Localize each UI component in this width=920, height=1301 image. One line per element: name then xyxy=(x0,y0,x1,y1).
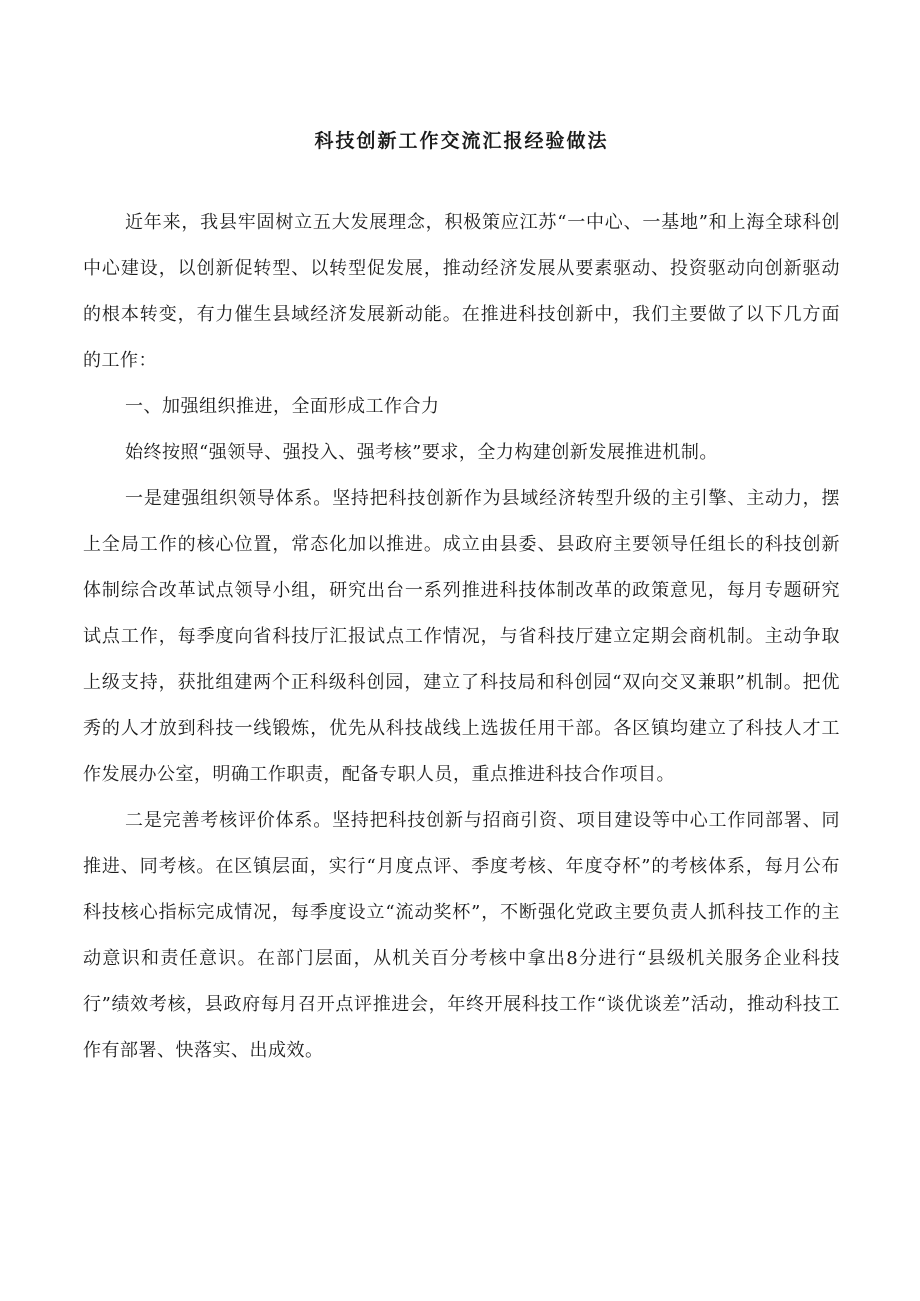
paragraph-evaluation-system: 二是完善考核评价体系。坚持把科技创新与招商引资、项目建设等中心工作同部署、同推进、同考核。在区镇层面，实行“月度点评、季度考核、年度夺杯”的考核体系，每月公布科技核心指标完成情况，每季度设立“流动奖杯”，不断强化党政主要负责人抓科技工作的主动意识和责任意识。在部门层面，从机关百分考核中拿出8分进行“县级机关服务企业科技行”绩效考核，县政府每月召开点评推进会，年终开展科技工作“谈优谈差”活动，推动科技工作有部署、快落实、出成效。 xyxy=(83,810,840,1061)
paragraph-intro: 近年来，我县牢固树立五大发展理念，积极策应江苏“一中心、一基地”和上海全球科创中心建设，以创新促转型、以转型促发展，推动经济发展从要素驱动、投资驱动向创新驱动的根本转变，有力催生县域经济发展新动能。在推进科技创新中，我们主要做了以下几方面的工作： xyxy=(83,212,840,371)
document-title: 科技创新工作交流汇报经验做法 xyxy=(314,130,609,152)
paragraph-organization-system: 一是建强组织领导体系。坚持把科技创新作为县域经济转型升级的主引擎、主动力，摆上全局工作的核心位置，常态化加以推进。成立由县委、县政府主要领导任组长的科技创新体制综合改革试点领导小组，研究出台一系列推进科技体制改革的政策意见，每月专题研究试点工作，每季度向省科技厅汇报试点工作情况，与省科技厅建立定期会商机制。主动争取上级支持，获批组建两个正科级科创园，建立了科技局和科创园“双向交叉兼职”机制。把优秀的人才放到科技一线锻炼，优先从科技战线上选拔任用干部。各区镇均建立了科技人才工作发展办公室，明确工作职责，配备专职人员，重点推进科技合作项目。 xyxy=(83,488,840,785)
paragraph-section-1-summary: 始终按照“强领导、强投入、强考核”要求，全力构建创新发展推进机制。 xyxy=(125,442,718,463)
section-heading-1: 一、加强组织推进，全面形成工作合力 xyxy=(125,396,440,417)
